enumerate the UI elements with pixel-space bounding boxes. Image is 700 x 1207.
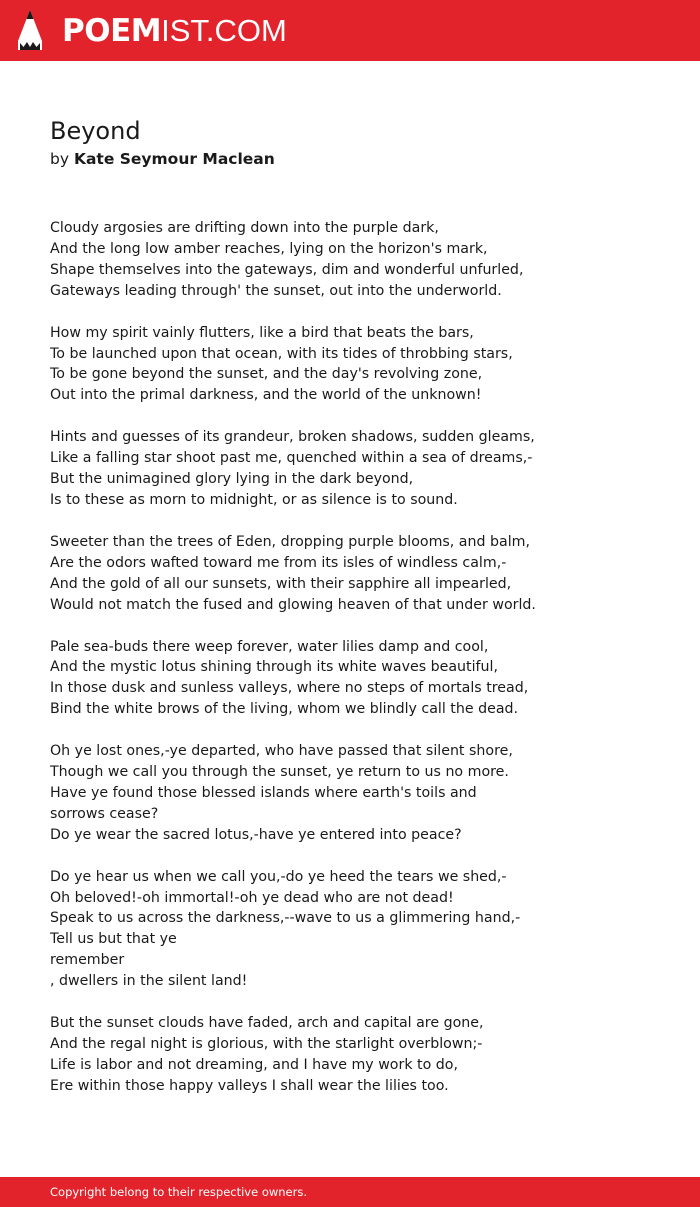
poem-line: In those dusk and sunless valleys, where no steps of mortals tread, xyxy=(50,680,529,697)
poem-line: Cloudy argosies are drifting down into the purple dark, xyxy=(50,220,439,236)
poem-line: Do ye hear us when we call you,-do ye heed the tears we shed,- xyxy=(50,868,507,885)
poem-line: Sweeter than the trees of Eden, dropping purple blooms, and balm, xyxy=(50,533,530,550)
poem-line: Shape themselves into the gateways, dim and wonderful unfurled, xyxy=(50,261,524,278)
poem-line: Life is labor and not dreaming, and I have my work to do, xyxy=(50,1056,458,1073)
poem-line: And the gold of all our sunsets, with their sapphire all impearled, xyxy=(50,575,512,592)
poem-line: , dwellers in the silent land! xyxy=(50,973,248,990)
site-logo[interactable] xyxy=(62,12,287,50)
stanza xyxy=(50,1013,530,1097)
stanza xyxy=(50,532,536,616)
poem-line: How my spirit vainly flutters, like a bird that beats the bars, xyxy=(50,324,474,341)
poem-line: Is to these as morn to midnight, or as silence is to sound. xyxy=(50,491,458,508)
pencil-logo-icon[interactable] xyxy=(17,9,43,51)
poem-line: Oh ye lost ones,-ye departed, who have passed that silent shore, xyxy=(50,743,513,760)
poem-body xyxy=(50,218,536,1118)
poem-line: To be gone beyond the sunset, and the day's revolving zone, xyxy=(50,366,483,383)
poem-line: Bind the white brows of the living, whom we blindly call the dead. xyxy=(50,701,519,718)
poem-line: Are the odors wafted toward me from its isles of windless calm,- xyxy=(50,554,507,571)
stanza xyxy=(50,427,535,511)
poem-line: Out into the primal darkness, and the world of the unknown! xyxy=(50,387,482,404)
poem-line: But the unimagined glory lying in the dark beyond, xyxy=(50,471,414,488)
by-prefix: by xyxy=(50,150,70,168)
stanza xyxy=(50,741,530,846)
poem-line: Pale sea-buds there weep forever, water lilies damp and cool, xyxy=(50,638,489,655)
poem-line: And the mystic lotus shining through its white waves beautiful, xyxy=(50,659,498,676)
logo-text-light: IST.COM xyxy=(161,13,287,48)
poem-line: Tell us but that ye xyxy=(50,931,177,948)
poem-line: Would not match the fused and glowing heaven of that under world. xyxy=(50,596,536,613)
poem-title: Beyond xyxy=(50,117,141,145)
stanza xyxy=(50,218,530,302)
poem-line: Like a falling star shoot past me, quenched within a sea of dreams,- xyxy=(50,450,533,467)
stanza xyxy=(50,323,530,407)
stanza xyxy=(50,867,530,992)
poem-line: Speak to us across the darkness,--wave to us a glimmering hand,- xyxy=(50,910,521,927)
poem-line: And the regal night is glorious, with the starlight overblown;- xyxy=(50,1036,483,1052)
poem-line: Gateways leading through' the sunset, out into the underworld. xyxy=(50,282,502,299)
poem-line: And the long low amber reaches, lying on the horizon's mark, xyxy=(50,240,488,257)
site-footer xyxy=(0,1177,700,1207)
poem-line: Have ye found those blessed islands where earth's toils and sorrows cease? xyxy=(50,784,477,822)
byline xyxy=(50,148,275,170)
poem-line: Hints and guesses of its grandeur, broken shadows, sudden gleams, xyxy=(50,429,535,446)
logo-text-bold: POEM xyxy=(62,13,162,49)
poem-line: Ere within those happy valleys I shall wear the lilies too. xyxy=(50,1077,449,1094)
copyright-notice: Copyright belong to their respective owners. xyxy=(50,1185,308,1199)
author-name: Kate Seymour Maclean xyxy=(73,150,275,168)
poem-line: Though we call you through the sunset, ye return to us no more. xyxy=(50,764,509,781)
poem-line: remember xyxy=(50,952,125,969)
poem-line: Do ye wear the sacred lotus,-have ye entered into peace? xyxy=(50,826,462,843)
site-header xyxy=(0,0,700,61)
poem-line: Oh beloved!-oh immortal!-oh ye dead who are not dead! xyxy=(50,889,454,906)
poem-line: But the sunset clouds have faded, arch and capital are gone, xyxy=(50,1015,484,1032)
stanza xyxy=(50,637,530,721)
poem-line: To be launched upon that ocean, with its tides of throbbing stars, xyxy=(50,345,513,362)
